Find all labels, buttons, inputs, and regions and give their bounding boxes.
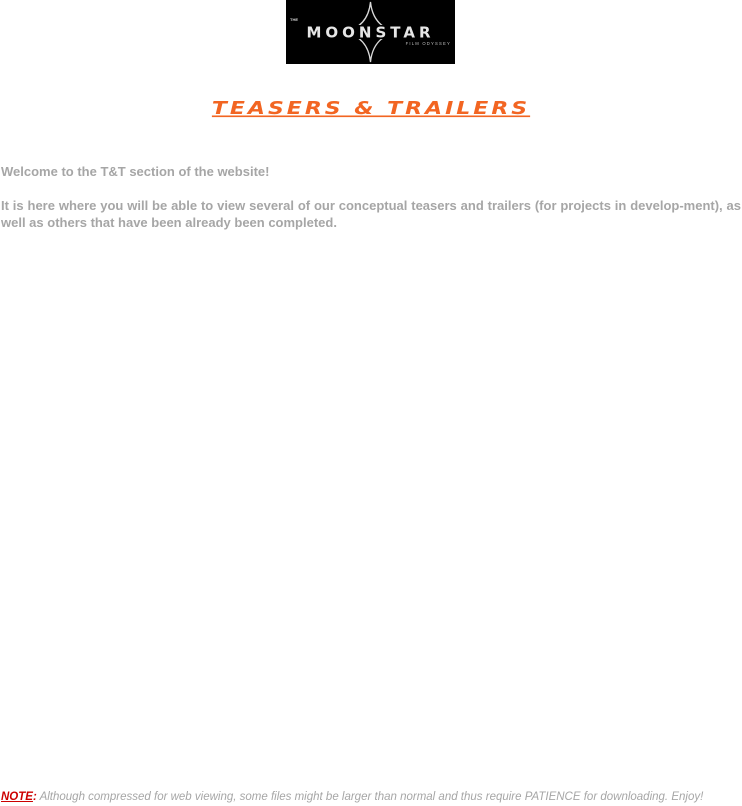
note-colon: : [32, 791, 37, 803]
note-text: Although compressed for web viewing, some files might be larger than normal and thus require PATIENCE for downloading. Enjoy! [36, 791, 704, 803]
page-title: TEASERS & TRAILERS [211, 98, 531, 119]
description-text: It is here where you will be able to view several of our conceptual teasers and trailers (for projects in develop-ment), as well as others that have been already been completed. [1, 198, 741, 230]
download-note [1, 791, 742, 803]
note-label: NOTE [1, 791, 33, 803]
logo-main-text: MOONSTAR [306, 23, 435, 42]
moonstar-logo [286, 0, 455, 64]
welcome-text: Welcome to the T&T section of the website! [1, 164, 270, 179]
intro-section [1, 163, 741, 231]
moonstar-star-emblem-icon [286, 0, 455, 64]
page-heading [0, 86, 742, 123]
logo-sub-text: FILM ODYSSEY [405, 41, 451, 46]
logo-small-text: THE [290, 17, 298, 22]
